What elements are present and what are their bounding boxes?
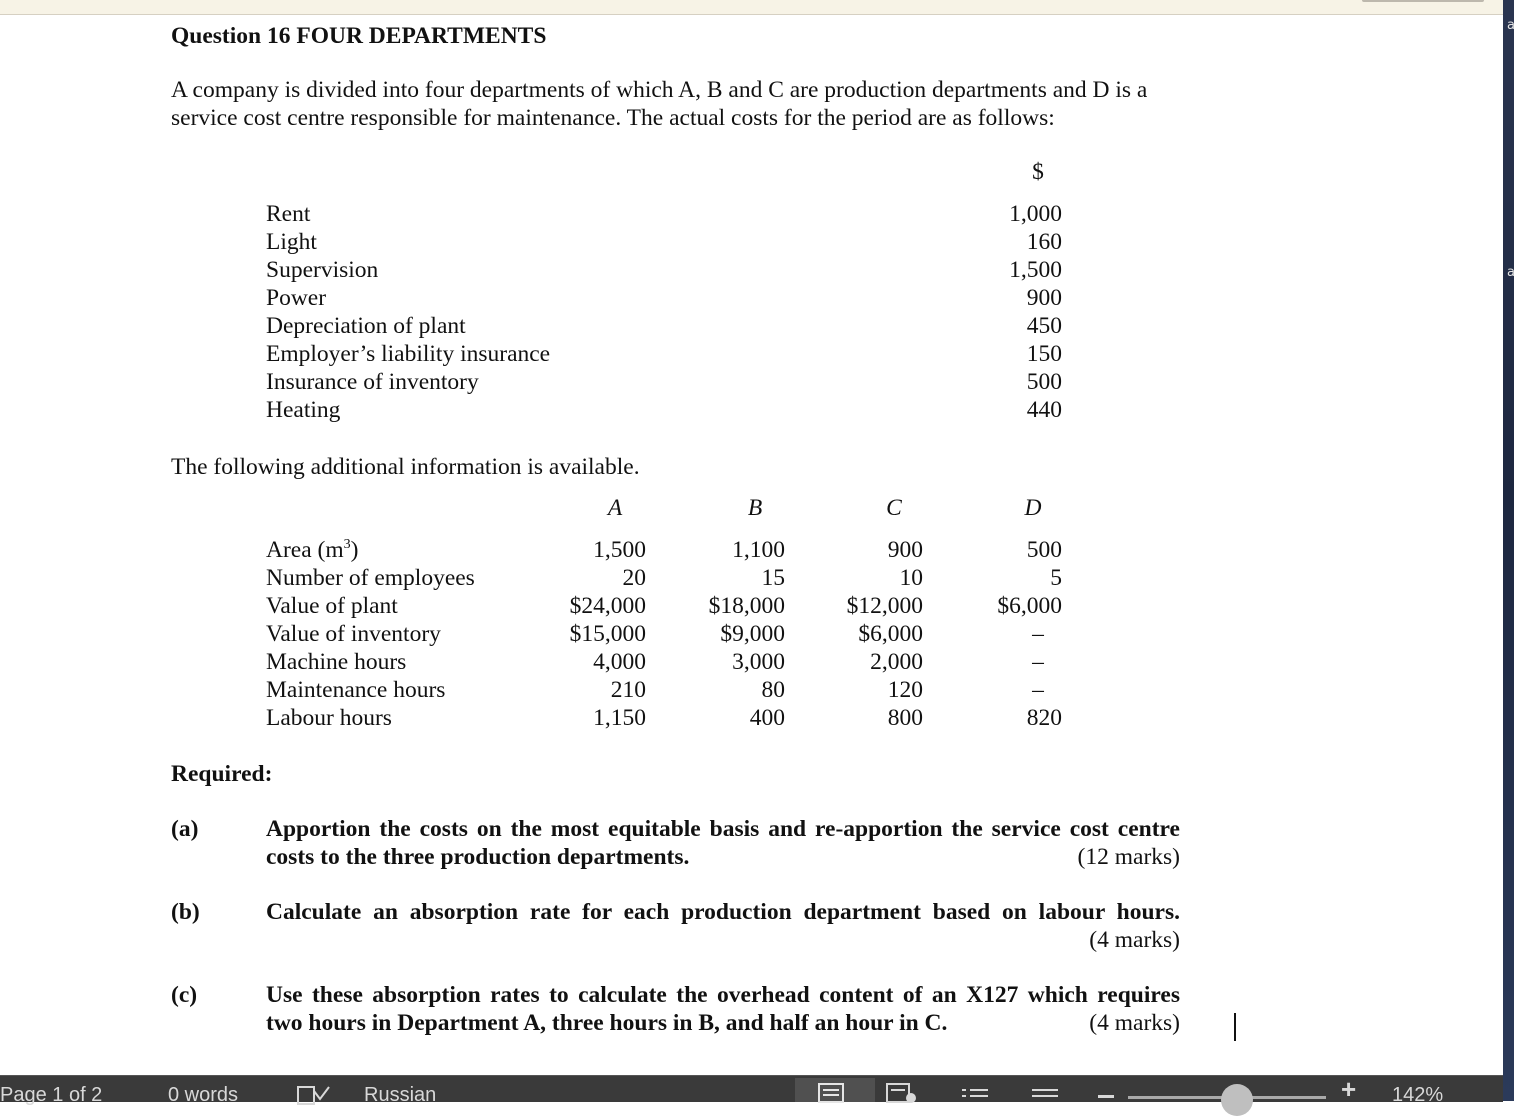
cell-c: 10 xyxy=(899,565,923,591)
status-bar xyxy=(0,1074,1503,1106)
cost-amount: 450 xyxy=(1026,313,1062,339)
part-marks: (4 marks) xyxy=(1089,927,1180,953)
dept-header-a: A xyxy=(607,495,623,521)
cell-d: $6,000 xyxy=(997,593,1062,619)
cell-d: 820 xyxy=(1026,705,1062,731)
zoom-out-icon[interactable] xyxy=(1098,1095,1114,1098)
cell-a: 1,150 xyxy=(593,705,646,731)
outline-icon[interactable] xyxy=(960,1086,990,1109)
cost-amount: 900 xyxy=(1026,285,1062,311)
part-line-1: Use these absorption rates to calculate the overhead content of an X127 which requires xyxy=(266,982,1180,1008)
dept-header-d: D xyxy=(1024,495,1042,521)
cell-d: – xyxy=(1032,677,1044,703)
cost-amount: 440 xyxy=(1026,397,1062,423)
top-tab[interactable] xyxy=(1362,0,1484,2)
cell-d: 5 xyxy=(1050,565,1062,591)
cell-a: 1,500 xyxy=(593,537,646,563)
cost-label: Light xyxy=(266,229,317,255)
question-title: Question 16 FOUR DEPARTMENTS xyxy=(171,23,547,49)
zoom-slider-thumb[interactable] xyxy=(1221,1084,1253,1116)
zoom-level[interactable]: 142% xyxy=(1392,1084,1444,1106)
text-cursor xyxy=(1234,1013,1236,1041)
currency-header: $ xyxy=(1032,159,1044,185)
part-line-1: Apportion the costs on the most equitable basis and re-apportion the service cost centre xyxy=(266,816,1180,842)
cost-amount: 150 xyxy=(1026,341,1062,367)
cost-label: Rent xyxy=(266,201,311,227)
cell-a: 20 xyxy=(622,565,646,591)
part-id: (b) xyxy=(171,899,200,925)
cost-label: Supervision xyxy=(266,257,379,283)
cell-c: 900 xyxy=(887,537,923,563)
draft-icon[interactable] xyxy=(1030,1086,1060,1109)
cell-c: $6,000 xyxy=(858,621,923,647)
cell-c: 800 xyxy=(887,705,923,731)
cell-d: – xyxy=(1032,621,1044,647)
language[interactable]: Russian xyxy=(364,1084,437,1106)
part-line-2: two hours in Department A, three hours in B, and half an hour in C. xyxy=(266,1010,948,1036)
cell-c: $12,000 xyxy=(846,593,923,619)
part-id: (c) xyxy=(171,982,198,1008)
word-count[interactable]: 0 words xyxy=(168,1084,239,1106)
intro-line-1: A company is divided into four departments of which A, B and C are production departments and D is a xyxy=(171,77,1148,103)
print-layout-icon[interactable] xyxy=(795,1078,875,1102)
cost-label: Insurance of inventory xyxy=(266,369,479,395)
row-label: Maintenance hours xyxy=(266,677,446,703)
dept-header-c: C xyxy=(886,495,902,521)
cost-amount: 1,000 xyxy=(1009,201,1062,227)
cost-label: Heating xyxy=(266,397,341,423)
cell-c: 120 xyxy=(887,677,923,703)
part-marks: (12 marks) xyxy=(1077,844,1180,870)
cost-label: Employer’s liability insurance xyxy=(266,341,551,367)
cell-b: 400 xyxy=(749,705,785,731)
proofing-icon[interactable] xyxy=(297,1085,331,1111)
row-label: Labour hours xyxy=(266,705,392,731)
window-top-bar xyxy=(0,0,1503,15)
cell-a: $24,000 xyxy=(569,593,646,619)
cell-b: $9,000 xyxy=(720,621,785,647)
cell-b: $18,000 xyxy=(708,593,785,619)
cell-b: 15 xyxy=(761,565,785,591)
row-label: Value of plant xyxy=(266,593,398,619)
zoom-in-icon[interactable]: + xyxy=(1341,1074,1357,1104)
web-layout-icon[interactable] xyxy=(885,1082,919,1108)
cost-amount: 500 xyxy=(1026,369,1062,395)
row-label: Area $(m^3)$ xyxy=(266,537,359,563)
part-line-2: costs to the three production departments. xyxy=(266,844,690,870)
cell-b: 3,000 xyxy=(732,649,785,675)
part-id: (a) xyxy=(171,816,199,842)
intro-line-2: service cost centre responsible for maintenance. The actual costs for the period are as follows: xyxy=(171,105,1055,131)
row-label: Number of employees xyxy=(266,565,475,591)
cell-a: 4,000 xyxy=(593,649,646,675)
row-label: Value of inventory xyxy=(266,621,441,647)
row-label: Machine hours xyxy=(266,649,407,675)
page-count[interactable]: Page 1 of 2 xyxy=(0,1084,103,1106)
cost-label: Power xyxy=(266,285,327,311)
part-line-1: Calculate an absorption rate for each production department based on labour hours. xyxy=(266,899,1180,925)
cost-label: Depreciation of plant xyxy=(266,313,466,339)
cell-d: – xyxy=(1032,649,1044,675)
cell-c: 2,000 xyxy=(870,649,923,675)
dept-header-b: B xyxy=(747,495,763,521)
cell-b: 80 xyxy=(761,677,785,703)
required-heading: Required: xyxy=(171,761,273,787)
cell-a: $15,000 xyxy=(569,621,646,647)
part-marks: (4 marks) xyxy=(1089,1010,1180,1036)
cell-b: 1,100 xyxy=(732,537,785,563)
cost-amount: 160 xyxy=(1026,229,1062,255)
desktop-background-strip: a a xyxy=(1503,0,1514,1101)
cell-a: 210 xyxy=(610,677,646,703)
cell-d: 500 xyxy=(1026,537,1062,563)
cost-amount: 1,500 xyxy=(1009,257,1062,283)
additional-intro: The following additional information is available. xyxy=(171,454,640,480)
